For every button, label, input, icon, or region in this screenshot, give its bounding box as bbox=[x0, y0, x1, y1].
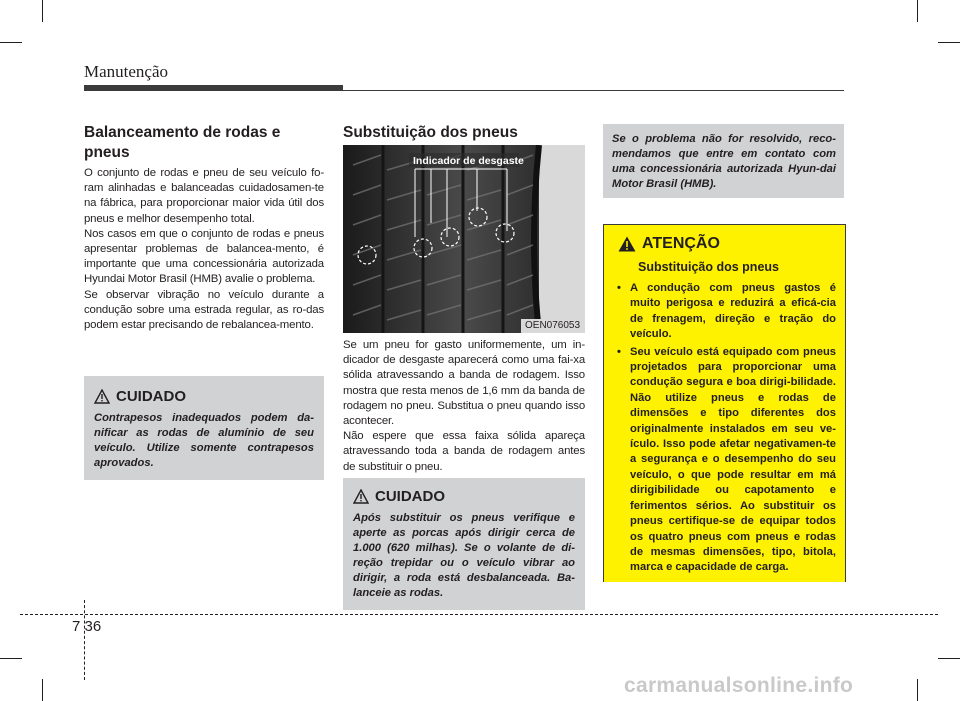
caution-text: Contrapesos inadequados podem da-nificar as rodas de alumínio de seu veículo. Utilize somente contrapesos aprovados. bbox=[94, 412, 314, 469]
watermark: carmanualsonline.info bbox=[624, 674, 854, 697]
balancing-heading: Balanceamento de rodas e pneus bbox=[84, 124, 281, 161]
section-title: Manutenção bbox=[84, 62, 169, 81]
footer-dashed-rule bbox=[20, 614, 938, 615]
tire-wear-figure bbox=[343, 145, 585, 333]
warning-triangle-icon bbox=[618, 236, 636, 252]
header-rule-thick bbox=[84, 85, 343, 91]
crop-mark bbox=[0, 42, 22, 43]
list-item: • A condução com pneus gastos é muito perigosa e reduzirá a eficá-cia de frenagem, direção e tração do veículo. bbox=[617, 282, 836, 341]
caution-text: Após substituir os pneus verifique e aperte as porcas após dirigir cerca de 1.000 (620 milhas). Se o volante de di-reção trepidar ou o veículo vibrar ao dirigir, a roda está desbalanceada. Ba-lanceie as rodas. bbox=[353, 512, 575, 599]
warning-triangle-icon bbox=[353, 489, 369, 504]
caution-title: CUIDADO bbox=[116, 388, 186, 405]
crop-mark bbox=[42, 679, 43, 701]
caution-title-row bbox=[353, 488, 445, 505]
caution-box-middle bbox=[343, 478, 585, 610]
paragraph: Se um pneu for gasto uniformemente, um in-dicador de desgaste aparecerá como uma fai-xa sólida atravessando a banda de rodagem. Isso mostra que resta menos de 1,6 mm da banda de rodagem no pneu. Substitua o pneu quando isso acontecer. bbox=[343, 339, 585, 428]
tire-tread-image bbox=[343, 145, 585, 333]
replacement-heading: Substituição dos pneus bbox=[343, 124, 518, 141]
warning-subtitle: Substituição dos pneus bbox=[638, 260, 779, 274]
caution-title: CUIDADO bbox=[375, 488, 445, 505]
warning-list bbox=[608, 281, 836, 578]
crop-mark bbox=[917, 679, 918, 701]
balancing-body bbox=[84, 166, 324, 333]
crop-mark bbox=[917, 0, 918, 22]
crop-mark bbox=[938, 658, 960, 659]
warning-box bbox=[603, 224, 846, 582]
paragraph: Não espere que essa faixa sólida apareça atravessando toda a banda de rodagem antes de substituir o pneu. bbox=[343, 430, 585, 473]
caution-title-row bbox=[94, 388, 186, 405]
footer-dashed-vertical bbox=[84, 600, 85, 680]
list-item: • Seu veículo está equipado com pneus projetados para proporcionar uma condução segura e boa dirigi-bilidade. Não utilize pneus e rodas de dimensões e tipo diferentes dos originalmente instalados em seu ve-ículo. Isso pode afetar negativamen-te a segurança e o desempenho do seu veículo, o que pode resultar em má dirigibilidade ou capotamento e ferimentos sérios. Ao substituir os pneus certifique-se de equipar todos os quatro pneus com pneus e rodas de mesmas dimensões, tipo, bitola, marca e capacidade de carga. bbox=[617, 345, 836, 574]
crop-mark bbox=[938, 42, 960, 43]
figure-code: OEN076053 bbox=[525, 320, 581, 331]
crop-mark bbox=[42, 0, 43, 22]
figure-label: Indicador de desgaste bbox=[413, 155, 524, 167]
warning-title-row bbox=[618, 235, 720, 253]
paragraph: O conjunto de rodas e pneu de seu veículo fo-ram alinhadas e balanceadas cuidadosamen-te na fábrica, para proporcionar maior vida útil dos pneus e melhor desempenho total. bbox=[84, 167, 324, 225]
caution-box-left bbox=[84, 376, 324, 480]
crop-mark bbox=[0, 658, 22, 659]
warning-title: ATENÇÃO bbox=[642, 235, 720, 252]
page-number: 7 36 bbox=[72, 618, 102, 635]
note-text: Se o problema não for resolvido, reco-mendamos que entre em contato com uma concessionária autorizada Hyun-dai Motor Brasil (HMB). bbox=[612, 133, 836, 190]
header-rule-thin bbox=[343, 90, 844, 91]
paragraph: Nos casos em que o conjunto de rodas e pneus apresentar problemas de balancea-mento, é importante que uma concessionária autorizada Hyundai Motor Brasil (HMB) avalie o problema. bbox=[84, 227, 324, 286]
paragraph: Se observar vibração no veículo durante a condução sobre uma estrada regular, as ro-das podem estar precisando de rebalancea-mento. bbox=[84, 288, 324, 332]
warning-triangle-icon bbox=[94, 389, 110, 404]
note-box bbox=[603, 124, 844, 198]
replacement-body bbox=[343, 338, 585, 475]
